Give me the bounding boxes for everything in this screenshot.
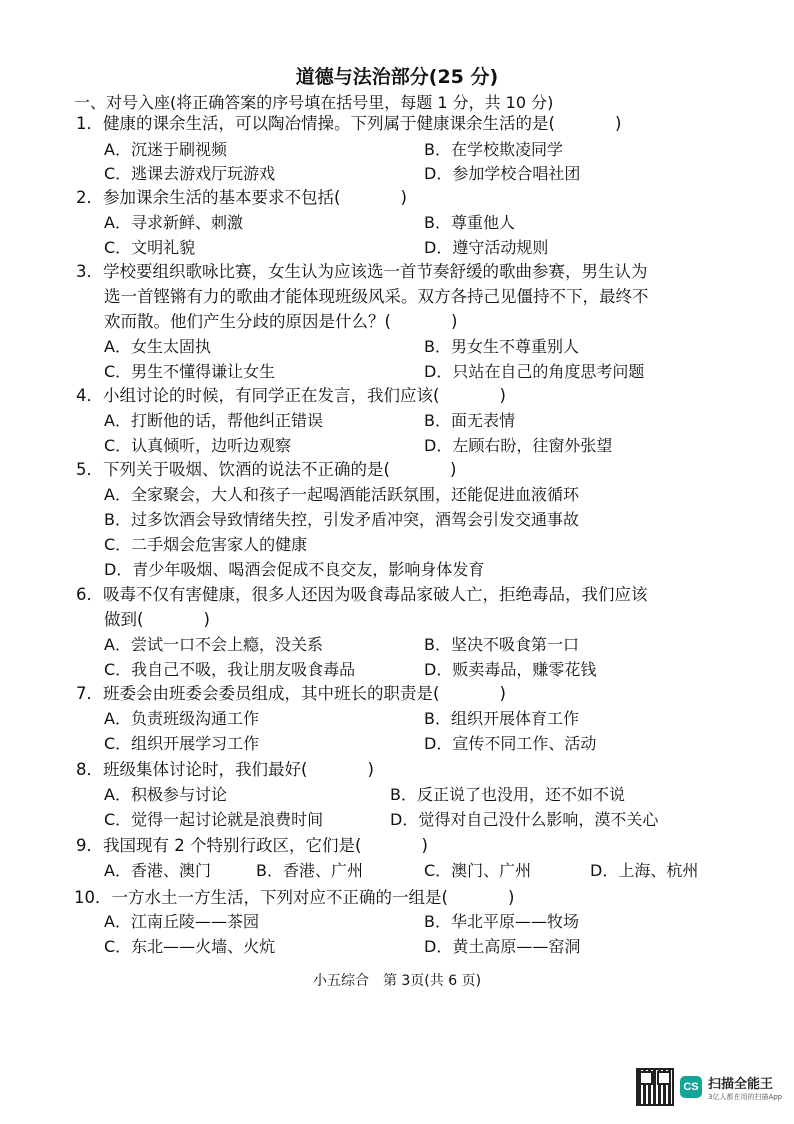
option-c: C．我自己不吸，我让朋友吸食毒品 xyxy=(104,660,356,679)
question-8 xyxy=(76,758,374,782)
question-text: 一方水土一方生活，下列对应不正确的一组是( xyxy=(111,888,448,907)
question-number: 3． xyxy=(76,262,103,281)
close-paren: ) xyxy=(449,460,457,479)
option-c: C．澳门、广州 xyxy=(424,861,532,880)
question-text-line2: 做到( xyxy=(104,610,144,629)
question-text: 健康的课余生活，可以陶冶情操。下列属于健康课余生活的是( xyxy=(103,114,555,133)
question-6 xyxy=(76,583,648,607)
question-number: 9． xyxy=(76,836,103,855)
question-3-line2: 选一首铿锵有力的歌曲才能体现班级风采。双方各持己见僵持不下，最终不 xyxy=(104,287,649,306)
close-paren: ) xyxy=(507,888,515,907)
option-c: C．文明礼貌 xyxy=(104,238,196,257)
option-d: D．上海、杭州 xyxy=(590,861,699,880)
option-c: C．东北——火墙、火炕 xyxy=(104,937,276,956)
option-c: C．组织开展学习工作 xyxy=(104,734,260,753)
question-text: 下列关于吸烟、饮酒的说法不正确的是( xyxy=(103,460,390,479)
option-b: B．男女生不尊重别人 xyxy=(424,337,579,356)
option-d: D．参加学校合唱社团 xyxy=(424,164,581,183)
page-footer: 小五综合 第 3页(共 6 页) xyxy=(312,973,482,989)
question-number: 1． xyxy=(76,114,103,133)
option-a: A．负责班级沟通工作 xyxy=(104,709,259,728)
scanner-tagline: 3亿人都在用的扫描App xyxy=(708,1092,783,1101)
qr-code-icon xyxy=(636,1068,674,1106)
option-b: B．尊重他人 xyxy=(424,213,515,232)
section-instructions: 一、对号入座(将正确答案的序号填在括号里，每题 1 分，共 10 分) xyxy=(74,93,554,112)
question-text: 我国现有 2 个特别行政区，它们是( xyxy=(103,836,362,855)
option-b: B．面无表情 xyxy=(424,411,515,430)
question-text: 小组讨论的时候，有同学正在发言，我们应该( xyxy=(103,386,440,405)
option-a: A．香港、澳门 xyxy=(104,861,211,880)
option-d: D．只站在自己的角度思考问题 xyxy=(424,362,645,381)
close-paren: ) xyxy=(614,114,622,133)
question-text: 班委会由班委会委员组成，其中班长的职责是( xyxy=(103,684,440,703)
option-d: D．觉得对自己没什么影响，漠不关心 xyxy=(390,810,659,829)
option-c: C．觉得一起讨论就是浪费时间 xyxy=(104,810,324,829)
question-9 xyxy=(76,834,428,858)
option-c: C．二手烟会危害家人的健康 xyxy=(104,535,308,554)
option-b: B．香港、广州 xyxy=(256,861,363,880)
question-text-line3: 欢而散。他们产生分歧的原因是什么？( xyxy=(104,312,391,331)
option-d: D．青少年吸烟、喝酒会促成不良交友，影响身体发育 xyxy=(104,560,485,579)
option-d: D．左顾右盼，往窗外张望 xyxy=(424,436,613,455)
option-d: D．黄土高原——窑洞 xyxy=(424,937,581,956)
question-text: 班级集体讨论时，我们最好( xyxy=(103,760,308,779)
question-number: 2． xyxy=(76,188,103,207)
question-5 xyxy=(76,458,456,482)
option-d: D．宣传不同工作、活动 xyxy=(424,734,597,753)
option-b: B．组织开展体育工作 xyxy=(424,709,579,728)
question-text-line1: 吸毒不仅有害健康，很多人还因为吸食毒品家破人亡，拒绝毒品，我们应该 xyxy=(103,585,648,604)
option-a: A．寻求新鲜、刺激 xyxy=(104,213,243,232)
option-c: C．逃课去游戏厅玩游戏 xyxy=(104,164,276,183)
close-paren: ) xyxy=(499,386,506,405)
option-b: B．在学校欺凌同学 xyxy=(424,140,563,159)
close-paren: ) xyxy=(367,760,374,779)
close-paren: ) xyxy=(203,610,210,629)
scanner-watermark xyxy=(636,1068,782,1106)
option-c: C．认真倾听，边听边观察 xyxy=(104,436,292,455)
option-a: A．尝试一口不会上瘾，没关系 xyxy=(104,635,323,654)
close-paren: ) xyxy=(499,684,506,703)
question-number: 6． xyxy=(76,585,103,604)
question-1 xyxy=(76,112,621,136)
scanner-brand xyxy=(708,1073,782,1102)
option-a: A．积极参与讨论 xyxy=(104,785,227,804)
question-number: 4． xyxy=(76,386,103,405)
option-a: A．打断他的话，帮他纠正错误 xyxy=(104,411,323,430)
section-title: 道德与法治部分(25 分) xyxy=(295,66,499,88)
close-paren: ) xyxy=(421,836,428,855)
question-4 xyxy=(76,384,506,408)
option-a: A．沉迷于刷视频 xyxy=(104,140,227,159)
question-3-line3 xyxy=(104,310,457,334)
close-paren: ) xyxy=(450,312,458,331)
question-text-line1: 学校要组织歌咏比赛，女生认为应该选一首节奏舒缓的歌曲参赛，男生认为 xyxy=(103,262,648,281)
option-d: D．遵守活动规则 xyxy=(424,238,549,257)
question-2 xyxy=(76,186,407,210)
question-number: 10． xyxy=(74,888,112,907)
option-b: B．反正说了也没用，还不如不说 xyxy=(390,785,625,804)
option-c: C．男生不懂得谦让女生 xyxy=(104,362,276,381)
option-a: A．女生太固执 xyxy=(104,337,211,356)
question-number: 7． xyxy=(76,684,103,703)
option-b: B．华北平原——牧场 xyxy=(424,912,579,931)
question-7 xyxy=(76,682,506,706)
camscanner-logo-icon: CS xyxy=(680,1076,702,1098)
option-b: B．过多饮酒会导致情绪失控，引发矛盾冲突，酒驾会引发交通事故 xyxy=(104,510,579,529)
option-a: A．全家聚会，大人和孩子一起喝酒能活跃氛围，还能促进血液循环 xyxy=(104,485,579,504)
close-paren: ) xyxy=(400,188,407,207)
option-d: D．贩卖毒品，赚零花钱 xyxy=(424,660,597,679)
question-10 xyxy=(74,886,514,910)
question-text: 参加课余生活的基本要求不包括( xyxy=(103,188,341,207)
scanner-name: 扫描全能王 xyxy=(708,1076,774,1092)
option-a: A．江南丘陵——茶园 xyxy=(104,912,259,931)
question-6-line2 xyxy=(104,608,210,632)
option-b: B．坚决不吸食第一口 xyxy=(424,635,579,654)
question-3 xyxy=(76,260,648,284)
question-number: 8． xyxy=(76,760,103,779)
question-number: 5． xyxy=(76,460,103,479)
